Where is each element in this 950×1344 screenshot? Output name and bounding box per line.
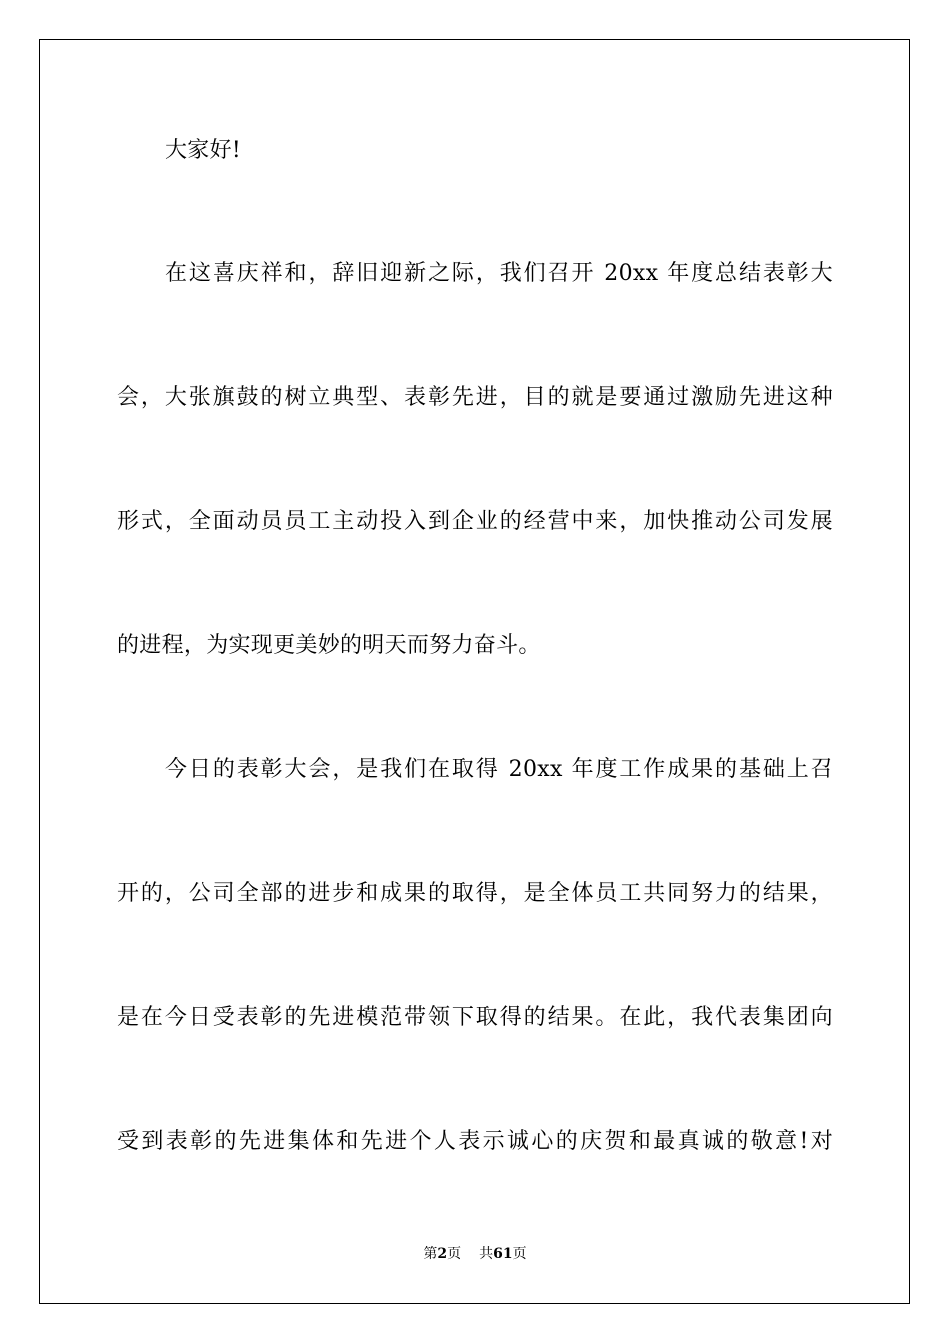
total-prefix: 共 (479, 1246, 494, 1262)
text-line: 的进程，为实现更美妙的明天而努力奋斗。 (117, 633, 541, 658)
text-line: 受到表彰的先进集体和先进个人表示诚心的庆贺和最真诚的敬意!对 (117, 1129, 833, 1154)
total-suffix: 页 (512, 1246, 527, 1262)
text-line: 会，大张旗鼓的树立典型、表彰先进，目的就是要通过激励先进这种 (117, 385, 833, 410)
total-page-number: 61 (493, 1246, 513, 1262)
page-border (39, 39, 910, 1304)
text-line: 在这喜庆祥和，辞旧迎新之际，我们召开 20xx 年度总结表彰大 (165, 261, 833, 286)
page-suffix: 页 (447, 1246, 462, 1262)
greeting-line: 大家好! (165, 138, 242, 163)
current-page-number: 2 (437, 1246, 448, 1262)
page-footer (0, 1244, 950, 1264)
text-line: 是在今日受表彰的先进模范带领下取得的结果。在此，我代表集团向 (117, 1005, 833, 1030)
text-line: 今日的表彰大会，是我们在取得 20xx 年度工作成果的基础上召 (165, 757, 833, 782)
text-line: 开的，公司全部的进步和成果的取得，是全体员工共同努力的结果， (117, 881, 833, 906)
page-prefix: 第 (423, 1246, 438, 1262)
text-line: 形式，全面动员员工主动投入到企业的经营中来，加快推动公司发展 (117, 509, 833, 534)
